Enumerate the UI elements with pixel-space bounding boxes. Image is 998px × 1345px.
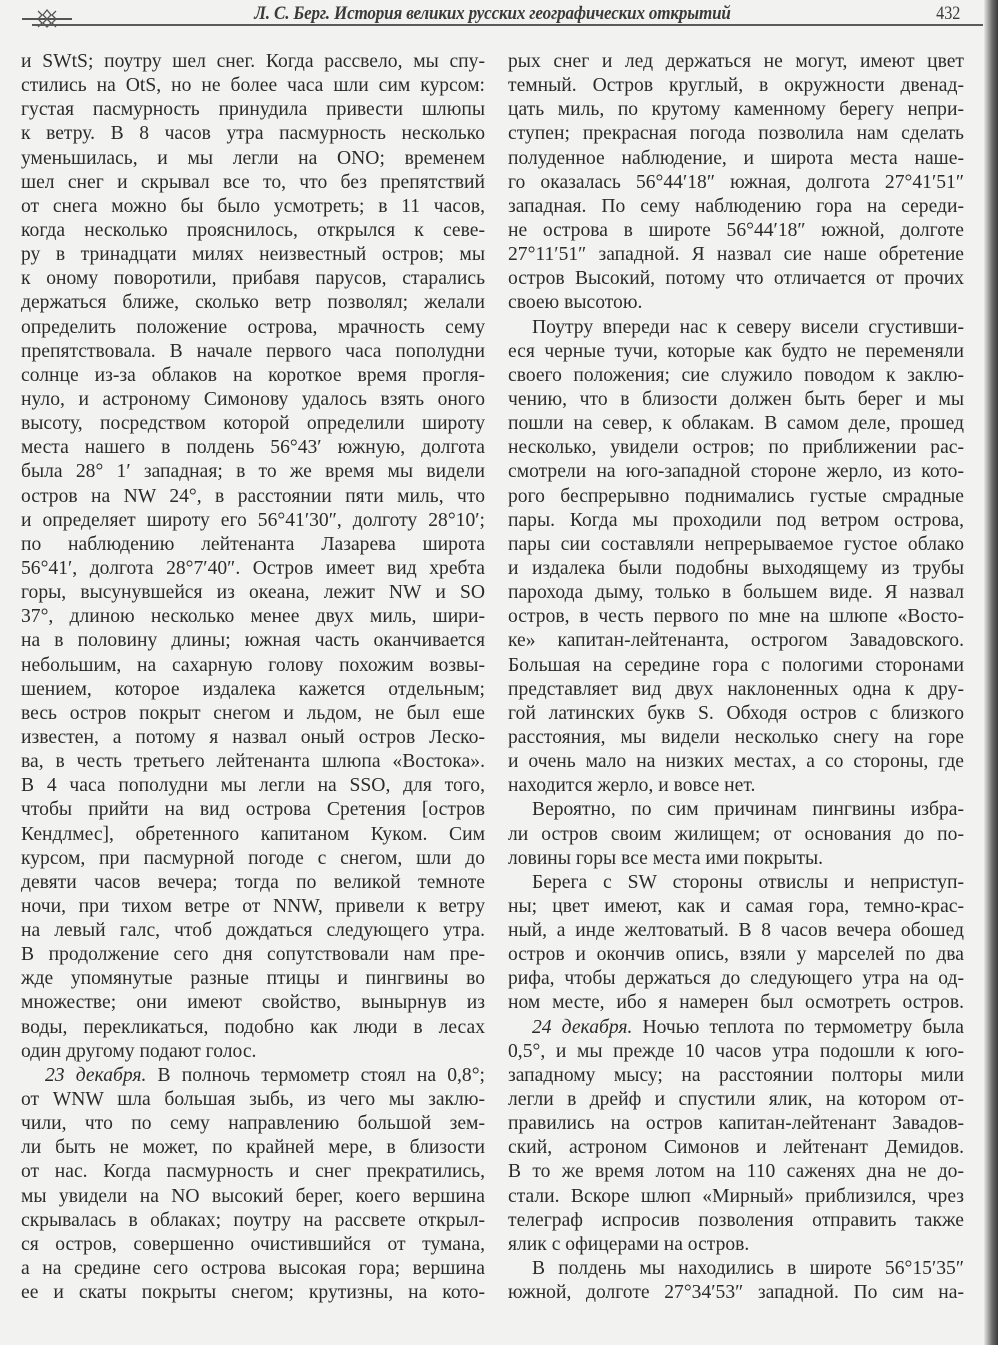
- line-text: от WNW шла большая зыбь, из чего мы заклю-: [21, 1089, 485, 1111]
- line-text: известен, а потому я назвал оный остров Леско-: [21, 726, 485, 748]
- text-line: [21, 581, 485, 605]
- text-line: [508, 1281, 964, 1305]
- line-text: телеграф испросив позволения отправить также: [508, 1209, 964, 1231]
- line-text: ном месте, ибо я намерен был осмотреть остров.: [508, 992, 964, 1014]
- text-line: [508, 1064, 964, 1088]
- text-line: [508, 1088, 964, 1112]
- text-column-left: [21, 50, 485, 1305]
- text-line: [508, 654, 964, 678]
- text-line: [21, 1016, 485, 1040]
- line-text: ночи, при тихом ветре от NNW, привели к ветру: [21, 895, 485, 917]
- text-line: [21, 388, 485, 412]
- text-line: [508, 147, 964, 171]
- text-line: [21, 1209, 485, 1233]
- line-text: своего положения; сие служило поводом к заклю-: [508, 364, 964, 386]
- text-line: [21, 629, 485, 653]
- text-column-right: [508, 50, 964, 1305]
- line-text: весь остров покрыт снегом и льдом, не был еше: [21, 702, 485, 724]
- line-text: к ветру. В 8 часов утра пасмурность несколько: [21, 123, 485, 145]
- text-line: [508, 533, 964, 557]
- line-text: южной, долготе 27°34′53″ западной. По сим на-: [508, 1282, 964, 1304]
- text-line: [508, 243, 964, 267]
- text-line: [508, 364, 964, 388]
- text-line: [21, 1160, 485, 1184]
- line-text: 27°11′51″ западной. Я назвал сие наше обретение: [508, 244, 964, 266]
- text-line: [21, 678, 485, 702]
- line-text: расстояния, мы видели несколько снегу на горе: [508, 726, 964, 748]
- line-text: по наблюдению лейтенанта Лазарева широта: [21, 533, 485, 555]
- line-text: Большая на середине гора с пологими сторонами: [508, 654, 964, 676]
- line-text: густая пасмурность принудила привести шлюпы: [21, 99, 485, 121]
- text-line: [21, 605, 485, 629]
- line-text: стились на OtS, но не более часа шли сим курсом:: [21, 75, 485, 97]
- line-text: рифа, чтобы держаться до следующего утра на од-: [508, 968, 964, 990]
- line-text: Поутру впереди нас к северу висели сгустивши-: [532, 316, 964, 338]
- line-text: несколько, увидели остров; по приближении рас-: [508, 437, 964, 459]
- line-text: пары сии составляли непрерываемое густое облако: [508, 533, 964, 555]
- text-line: [508, 1160, 964, 1184]
- line-text: ва, в честь третьего лейтенанта шлюпа «Востока».: [21, 751, 485, 773]
- line-text: рых снег и лед держаться не могут, имеют цвет: [508, 51, 964, 72]
- text-line: [21, 195, 485, 219]
- line-text: гой латинских букв S. Обходя остров с близкого: [508, 702, 964, 724]
- line-text: темный. Остров круглый, в окружности двенад-: [508, 75, 964, 97]
- line-text: парохода дыму, только в большем виде. Я назвал: [508, 582, 964, 604]
- running-header: [0, 0, 985, 30]
- text-line: [21, 726, 485, 750]
- text-line: [21, 243, 485, 267]
- line-text: Кендлмес], обретенного капитаном Куком. Сим: [21, 823, 485, 845]
- text-line: [21, 702, 485, 726]
- line-text: места нашего в полдень 56°43′ южную, долгота: [21, 437, 485, 459]
- text-line: [508, 726, 964, 750]
- text-line: [508, 678, 964, 702]
- text-line: [508, 943, 964, 967]
- line-text: мы увидели на NO высокий берег, коего вершина: [21, 1185, 485, 1207]
- line-text: цать миль, по крутому каменному берегу непри-: [508, 99, 964, 121]
- line-text: западная. По сему наблюдению гора на середи-: [508, 195, 964, 217]
- line-text: чили, что по сему направлению большой зем-: [21, 1113, 485, 1135]
- line-text: Вероятно, по сим причинам пингвины избра-: [532, 799, 964, 821]
- text-line: [508, 895, 964, 919]
- text-line: [21, 654, 485, 678]
- line-text: представляет вид двух наклоненных одна к дру-: [508, 678, 964, 700]
- line-text: Берега с SW стороны отвислы и неприступ-: [532, 871, 964, 893]
- line-text: на в половину длины; южная часть оканчивается: [21, 630, 485, 652]
- text-line: [21, 460, 485, 484]
- line-text: ли остров своим жилищем; от основания до по-: [508, 823, 964, 845]
- text-line: [508, 485, 964, 509]
- line-text: пошли на север, к облакам. В самом деле, прошед: [508, 413, 964, 435]
- text-line: [508, 171, 964, 195]
- line-text: горы, высунувшейся из океана, лежит NW и SO: [21, 582, 485, 604]
- line-text: своею высотою.: [508, 292, 643, 314]
- line-text: девяти часов вечера; тогда по великой темноте: [21, 871, 485, 893]
- line-text: го оказалась 56°44′18″ южная, долгота 27°41′51″: [508, 171, 964, 193]
- line-text: чтобы прийти на вид острова Сретения [остров: [21, 799, 485, 821]
- text-line: [508, 798, 964, 822]
- line-text: ее и скаты покрыты снегом; крутизны, на кото-: [21, 1282, 485, 1304]
- text-line: [508, 702, 964, 726]
- line-text: ступен; прекрасная погода позволила нам сделать: [508, 123, 964, 145]
- text-line: [508, 316, 964, 340]
- text-line: [21, 50, 485, 74]
- text-line: [508, 388, 964, 412]
- line-text: от снега можно бы было усмотреть; в 11 часов,: [21, 195, 485, 217]
- text-line: [21, 1257, 485, 1281]
- text-line: [508, 1136, 964, 1160]
- text-line: [508, 1112, 964, 1136]
- text-line: [21, 509, 485, 533]
- text-line: [21, 967, 485, 991]
- text-line: [508, 291, 964, 315]
- header-rule: [32, 24, 983, 26]
- text-line: [21, 557, 485, 581]
- line-text: В продолжение сего дня сопутствовали нам пре-: [21, 944, 485, 966]
- line-text: скрывалась в облаках; поутру на рассвете открыл-: [21, 1209, 485, 1231]
- text-line: [21, 750, 485, 774]
- text-line: [21, 122, 485, 146]
- text-line: [508, 195, 964, 219]
- text-line: [21, 147, 485, 171]
- text-line: [508, 750, 964, 774]
- line-text: определить положение острова, мрачность сему: [21, 316, 485, 338]
- text-line: [508, 340, 964, 364]
- line-text: полуденное наблюдение, и широта места наше-: [508, 147, 964, 169]
- line-text: небольшим, на сахарную голову похожим возвы-: [21, 654, 485, 676]
- text-line: [21, 1136, 485, 1160]
- line-text: была 28° 1′ западная; в то же время мы видели: [21, 461, 485, 483]
- line-text: легли в дрейф и спустили ялик, на котором от-: [508, 1089, 964, 1111]
- line-text: солнце из-за облаков на короткое время прогля-: [21, 364, 485, 386]
- text-line: [21, 340, 485, 364]
- text-line: [508, 1185, 964, 1209]
- text-line: [508, 412, 964, 436]
- text-line: [21, 436, 485, 460]
- text-line: [508, 122, 964, 146]
- text-line: [21, 267, 485, 291]
- text-line: [508, 605, 964, 629]
- line-text: смотрели на юго-западной стороне жерло, из кото-: [508, 461, 964, 483]
- line-text: западному мысу; на расстоянии полторы мили: [508, 1064, 964, 1086]
- line-text: препятствовала. В начале первого часа пополудни: [21, 340, 485, 362]
- line-text: от нас. Когда пасмурность и снег прекратились,: [21, 1161, 485, 1183]
- text-line: [21, 798, 485, 822]
- text-line: [21, 171, 485, 195]
- text-line: [21, 316, 485, 340]
- text-line: [21, 533, 485, 557]
- line-text: а на средине сего острова высокая гора; вершина: [21, 1258, 485, 1280]
- page-edge-shadow: [984, 0, 998, 1345]
- text-line: [508, 871, 964, 895]
- text-line: [21, 1040, 485, 1064]
- text-line: [21, 364, 485, 388]
- line-text: шением, которое издалека кажется отдельным;: [21, 678, 485, 700]
- line-text: рого беспрерывно поднимались густые смрадные: [508, 485, 964, 507]
- line-text: ский, астроном Симонов и лейтенант Демидов.: [508, 1137, 964, 1159]
- line-text: В то же время лотом на 110 саженях дна не до-: [508, 1161, 964, 1183]
- line-text: и SWtS; поутру шел снег. Когда рассвело, мы спу-: [21, 51, 485, 72]
- text-line: [21, 1281, 485, 1305]
- text-line: [508, 460, 964, 484]
- text-line: [508, 823, 964, 847]
- line-text: не острова в широте 56°44′18″ южной, долготе: [508, 219, 964, 241]
- line-text: ны; цвет имеют, как и самая гора, темно-крас-: [508, 895, 964, 917]
- line-text: 37°, длиною несколько менее двух миль, шири-: [21, 606, 485, 628]
- text-line: [21, 847, 485, 871]
- text-line: [21, 774, 485, 798]
- text-line: [21, 412, 485, 436]
- date-heading: 24 декабря.: [532, 1016, 633, 1038]
- line-text: пары. Когда мы проходили под ветром острова,: [508, 509, 964, 531]
- text-line: [21, 1088, 485, 1112]
- line-text: к оному поворотили, прибавя парусов, старались: [21, 268, 485, 290]
- line-text: еся черные тучи, которые как будто не переменяли: [508, 340, 964, 362]
- text-line: [21, 823, 485, 847]
- text-line: [508, 1016, 964, 1040]
- text-line: [21, 871, 485, 895]
- line-text: В полночь термометр стоял на 0,8°;: [146, 1064, 485, 1086]
- text-line: [508, 581, 964, 605]
- line-text: Ночью теплота по термометру была: [632, 1016, 964, 1038]
- text-line: [508, 991, 964, 1015]
- date-heading: 23 декабря.: [45, 1064, 147, 1086]
- line-text: нуло, и астроному Симонову удалось взять оного: [21, 388, 485, 410]
- text-line: [21, 919, 485, 943]
- line-text: курсом, при пасмурной погоде с снегом, шли до: [21, 847, 485, 869]
- text-line: [508, 557, 964, 581]
- text-line: [508, 847, 964, 871]
- line-text: уменьшилась, и мы легли на ONO; временем: [21, 147, 485, 169]
- page-number: 432: [936, 3, 961, 24]
- line-text: остров, в честь первого по мне на шлюпе «Восто-: [508, 606, 964, 628]
- line-text: один другому подают голос.: [21, 1040, 257, 1062]
- line-text: ли быть не может, по крайней мере, в близости: [21, 1137, 485, 1159]
- text-line: [508, 219, 964, 243]
- text-line: [508, 74, 964, 98]
- text-line: [21, 1112, 485, 1136]
- line-text: и издалека были подобны выходящему из трубы: [508, 557, 964, 579]
- line-text: ловины горы все места ими покрыты.: [508, 847, 824, 869]
- line-text: 0,5°, и мы прежде 10 часов утра подошли к юго-: [508, 1040, 964, 1062]
- text-line: [508, 267, 964, 291]
- text-line: [508, 1209, 964, 1233]
- line-text: высоту, посредством которой определили широту: [21, 413, 485, 435]
- line-text: жде упомянутые разные птицы и пингвины во: [21, 968, 485, 990]
- text-line: [21, 219, 485, 243]
- text-line: [508, 50, 964, 74]
- line-text: и очень мало на низких местах, а со стороны, где: [508, 751, 964, 773]
- text-line: [508, 774, 964, 798]
- text-line: [508, 1040, 964, 1064]
- line-text: ру в тринадцати милях неизвестный остров; мы: [21, 244, 485, 266]
- text-line: [21, 74, 485, 98]
- line-text: на левый галс, чтоб дождаться следующего утра.: [21, 920, 485, 942]
- line-text: чению, что в близости должен быть берег и мы: [508, 388, 964, 410]
- line-text: стали. Вскоре шлюп «Мирный» приблизился, чрез: [508, 1185, 964, 1207]
- line-text: ный, а инде желтоватый. В 8 часов вечера обошед: [508, 920, 964, 942]
- text-line: [508, 436, 964, 460]
- line-text: шел снег и скрывал все то, что без препятствий: [21, 171, 485, 193]
- text-line: [21, 1233, 485, 1257]
- text-line: [21, 1185, 485, 1209]
- text-line: [21, 991, 485, 1015]
- text-line: [21, 943, 485, 967]
- line-text: правились на остров капитан-лейтенант Завадов-: [508, 1113, 964, 1135]
- line-text: 56°41′, долгота 28°7′40″. Остров имеет вид хребта: [21, 557, 485, 579]
- text-line: [508, 98, 964, 122]
- line-text: ке» капитан-лейтенанта, острогом Завадовского.: [508, 630, 964, 652]
- line-text: множестве; они имеют свойство, вынырнув из: [21, 992, 485, 1014]
- line-text: находится жерло, и вовсе нет.: [508, 775, 756, 797]
- text-line: [508, 629, 964, 653]
- line-text: воды, перекликаться, подобно как люди в лесах: [21, 1016, 485, 1038]
- line-text: остров Высокий, потому что отличается от прочих: [508, 268, 964, 290]
- text-line: [508, 1233, 964, 1257]
- text-line: [21, 485, 485, 509]
- text-line: [508, 967, 964, 991]
- text-line: [508, 509, 964, 533]
- text-line: [21, 895, 485, 919]
- line-text: ялик с офицерами на остров.: [508, 1233, 750, 1255]
- line-text: и определяет широту его 56°41′30″, долготу 28°10′;: [21, 509, 485, 531]
- running-title: Л. С. Берг. История великих русских географических открытий: [254, 3, 731, 24]
- line-text: В 4 часа пополудни мы легли на SSO, для того,: [21, 775, 485, 797]
- text-line: [508, 1257, 964, 1281]
- text-line: [21, 98, 485, 122]
- line-text: остров и окончив опись, взяли у марселей по два: [508, 944, 964, 966]
- line-text: остров на NW 24°, в расстоянии пяти миль, что: [21, 485, 485, 507]
- line-text: держаться ближе, сколько ветр позволял; желали: [21, 292, 485, 314]
- text-line: [508, 919, 964, 943]
- line-text: В полдень мы находились в широте 56°15′35″: [532, 1258, 964, 1280]
- line-text: когда несколько прояснилось, открылся к севе-: [21, 219, 485, 241]
- text-line: [21, 1064, 485, 1088]
- text-line: [21, 291, 485, 315]
- line-text: ся остров, совершенно очистившийся от тумана,: [21, 1233, 485, 1255]
